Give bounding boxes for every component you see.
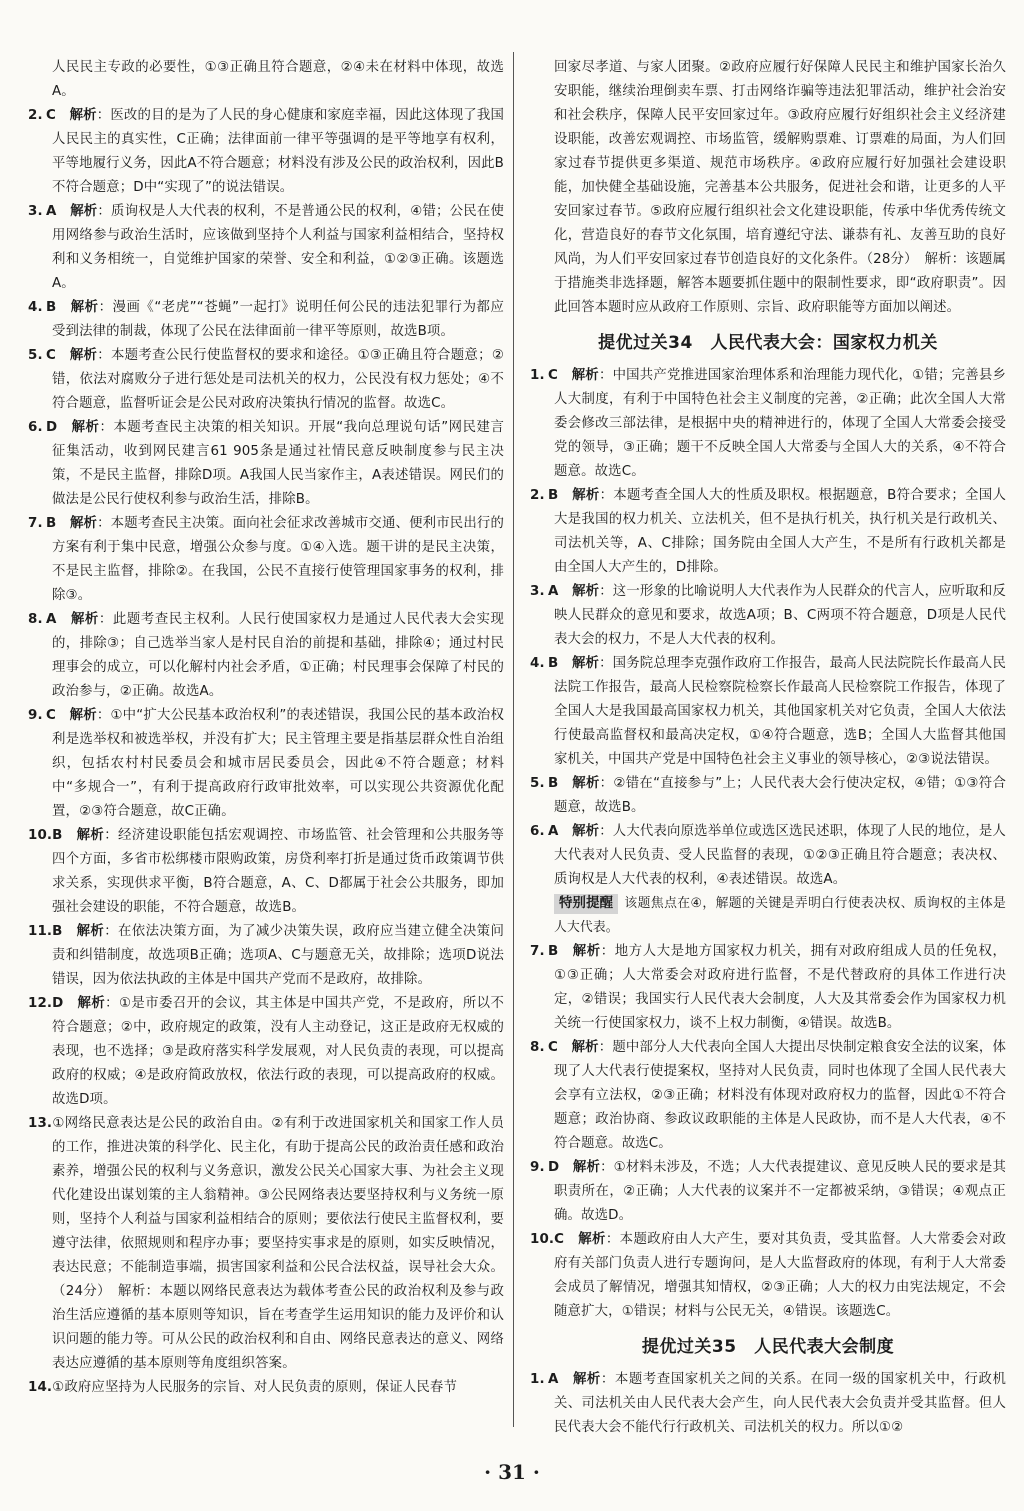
answer-choice: C <box>46 348 56 363</box>
answer-text: 此题考查民主权利。人民行使国家权力是通过人民代表大会实现的，排除③；自己选举当家人是村民自治的前提和基础，排除④；通过村民理事会的成立，可以化解村内社会矛盾，①正确；村民理事会保障了村民的政治参与，②正确。故选A。 <box>52 612 504 699</box>
answer-number: 13. <box>28 1116 53 1131</box>
answer-choice: A <box>46 612 57 627</box>
analysis-label: 解析 <box>76 924 105 939</box>
answer-text: ①网络民意表达是公民的政治自由。②有利于改进国家机关和国家工作人员的工作，推进决策的科学化、民主化，有助于提高公民的政治责任感和政治素养，增强公民的权利与义务意识，激发公民关心国家大事、为社会主义现代化建设出谋划策的主人翁精神。③公民网络表达要坚持权利与义务统一原则，坚持个人利益与国家利益相结合的原则；要依法行使民主监督权利，要遵守法律，依照规则和程序办事；要坚持实事求是的原则，如实反映情况，表达民意；不能制造事端，损害国家利益和公民合法权益，误导社会大众。（24分） 解析：本题以网络民意表达为载体考查公民的政治权利及参与政治生活应遵循的基本原则等知识，旨在考查学生运用知识的能力及评价和认识问题的能力等。可从公民的政治权利和自由、网络民意表达的意义、网络表达应遵循的基本原则等角度组织答案。 <box>52 1116 504 1371</box>
answer-number: 7. <box>28 516 43 531</box>
answer-text: 在依法决策方面，为了减少决策失误，政府应当建立健全决策问责和纠错制度，故选项B正确；选项A、C与题意无关，故排除；选项D说法错误，因为依法执政的主体是中国共产党而不是政府，故排除。 <box>52 924 504 987</box>
answer-number: 1. <box>530 368 545 383</box>
answer-text: 本题考查公民行使监督权的要求和途径。①③正确且符合题意；②错，依法对腐败分子进行惩处是司法机关的权力，公民没有权力惩处；④不符合题意，监督听证会是公民对政府决策执行情况的监督。故选C。 <box>52 348 504 411</box>
special-tip-text: 该题焦点在④，解题的关键是弄明白行使表决权、质询权的主体是人大代表。 <box>554 896 1006 935</box>
analysis-label: 解析 <box>69 708 97 723</box>
answer-item: 11.B 解析：在依法决策方面，为了减少决策失误，政府应当建立健全决策问责和纠错制度，故选项B正确；选项A、C与题意无关，故排除；选项D说法错误，因为依法执政的主体是中国共产党而不是政府，故排除。 <box>28 920 504 992</box>
answer-item: 4. B 解析：国务院总理李克强作政府工作报告，最高人民法院院长作最高人民法院工作报告，最高人民检察院检察长作最高人民检察院工作报告，体现了全国人大是我国最高国家权力机关，其他国家机关对它负责，全国人大依法行使最高监督权和最高决定权，①④符合题意，选B；全国人大监督其他国家机关，中国共产党是中国特色社会主义事业的领导核心，②③说法错误。 <box>530 652 1006 772</box>
answer-text: 本题考查民主决策。面向社会征求改善城市交通、便利市民出行的方案有利于集中民意，增强公众参与度。①④入选。题干讲的是民主决策，不是民主监督，排除②。在我国，公民不直接行使管理国家事务的权利，排除③。 <box>52 516 504 603</box>
answer-text: 人大代表向原选举单位或选区选民述职，体现了人民的地位，是人大代表对人民负责、受人民监督的表现，①②③正确且符合题意；表决权、质询权是人大代表的权利，④表述错误。故选A。 <box>554 824 1006 887</box>
answer-choice: B <box>52 924 63 939</box>
continued-answer: 回家尽孝道、与家人团聚。②政府应履行好保障人民民主和维护国家长治久安职能，继续治理倒卖车票、打击网络诈骗等违法犯罪活动，维护社会治安和社会秩序，保障人民平安回家过年。③政府应履行好组织社会主义经济建设职能，改善宏观调控、市场监管，缓解购票难、订票难的局面，为人们回家过春节提供更多渠道、规范市场秩序。④政府应履行好加强社会建设职能，加快健全基础设施，完善基本公共服务，促进社会和谐，让更多的人平安回家过春节。⑤政府应履行组织社会文化建设职能，传承中华优秀传统文化，营造良好的春节文化氛围，培育遵纪守法、谦恭有礼、友善互助的良好风尚，为人们平安回家过春节创造良好的文化条件。（28分） 解析：该题属于措施类非选择题，解答本题要抓住题中的限制性要求，即“政府职责”。因此回答本题时应从政府工作原则、宗旨、政府职能等方面加以阐述。 <box>554 60 1006 315</box>
answer-item: 12.D 解析：①是市委召开的会议，其主体是中国共产党，不是政府，所以不符合题意；②中，政府规定的政策，没有人主动登记，这正是政府无权威的表现，也不选择；③是政府落实科学发展观，对人民负责的表现，可以提高政府的权威；④是政府简政放权，依法行政的表现，可以提高政府的权威。故选D项。 <box>28 992 504 1112</box>
answer-text: 本题考查民主决策的相关知识。开展“我向总理说句话”网民建言征集活动，收到网民建言61 905条是通过社情民意反映制度参与民主决策，不是民主监督，排除D项。A我国人民当家作主，A表述错误。网民们的做法是公民行使权利参与政治生活，排除B。 <box>52 420 504 507</box>
answer-choice: A <box>548 824 559 839</box>
answer-number: 14. <box>28 1380 53 1395</box>
special-tip <box>530 892 1006 940</box>
answer-choice: D <box>46 420 58 435</box>
answer-choice: B <box>52 828 63 843</box>
answer-text: 漫画《“老虎”“苍蝇”一起打》说明任何公民的违法犯罪行为都应受到法律的制裁，体现了公民在法律面前一律平等原则，故选B项。 <box>52 300 504 339</box>
answer-item: 5. C 解析：本题考查公民行使监督权的要求和途径。①③正确且符合题意；②错，依法对腐败分子进行惩处是司法机关的权力，公民没有权力惩处；④不符合题意，监督听证会是公民对政府决策执行情况的监督。故选C。 <box>28 344 504 416</box>
analysis-label: 解析 <box>69 108 97 123</box>
answer-choice: C <box>548 368 558 383</box>
answer-text: ②错在“直接参与”上；人民代表大会行使决定权，④错；①③符合题意，故选B。 <box>554 776 1007 815</box>
analysis-label: 解析 <box>572 584 600 599</box>
analysis-label: 解析 <box>578 1232 606 1247</box>
answer-item: 2. C 解析：医改的目的是为了人民的身心健康和家庭幸福，因此这体现了我国人民民主的真实性，C正确；法律面前一律平等强调的是平等地享有权利，平等地履行义务，因此A不符合题意；材料没有涉及公民的政治权利，因此B不符合题意；D中“实现了”的说法错误。 <box>28 104 504 200</box>
answer-item: 1. C 解析：中国共产党推进国家治理体系和治理能力现代化，①错；完善县乡人大制度，有利于中国特色社会主义制度的完善，②正确；此次全国人大常委会修改三部法律，是根据中央的精神进行的，体现了全国人大常委会接受党的领导，③正确；题干不反映全国人大常委与全国人大的关系，④不符合题意。故选C。 <box>530 364 1006 484</box>
answer-item: 6. D 解析：本题考查民主决策的相关知识。开展“我向总理说句话”网民建言征集活动，收到网民建言61 905条是通过社情民意反映制度参与民主决策，不是民主监督，排除D项。A我国人民当家作主，A表述错误。网民们的做法是公民行使权利参与政治生活，排除B。 <box>28 416 504 512</box>
answer-item: 1. A 解析：本题考查国家机关之间的关系。在同一级的国家机关中，行政机关、司法机关由人民代表大会产生，向人民代表大会负责并受其监督。但人民代表大会不能代行行政机关、司法机关的权力。所以①② <box>530 1368 1006 1440</box>
answer-text: ①中“扩大公民基本政治权利”的表述错误，我国公民的基本政治权利是选举权和被选举权，并没有扩大；民主管理主要是指基层群众性自治组织，包括农村村民委员会和城市居民委员会，因此④不符合题意；材料中“多规合一”，有利于提高政府行政审批效率，可以实现公共资源优化配置，②③符合题意，故C正确。 <box>52 708 504 819</box>
answer-item: 9. D 解析：①材料未涉及，不选；人大代表提建议、意见反映人民的要求是其职责所在，②正确；人大代表的议案并不一定都被采纳，③错误；④观点正确。故选D。 <box>530 1156 1006 1228</box>
answer-item <box>28 1376 504 1400</box>
analysis-label: 解析 <box>77 996 106 1011</box>
answer-choice: B <box>46 516 57 531</box>
answer-number: 3. <box>28 204 43 219</box>
analysis-label: 解析 <box>71 420 100 435</box>
answer-choice: B <box>548 656 559 671</box>
answer-item: 3. A 解析：质询权是人大代表的权利，不是普通公民的权利，④错；公民在使用网络参与政治生活时，应该做到坚持个人利益与国家利益相结合，坚持权利和义务相统一，自觉维护国家的荣誉、安全和利益，①②③正确。该题选A。 <box>28 200 504 296</box>
answer-number: 6. <box>530 824 545 839</box>
answer-text: 本题考查全国人大的性质及职权。根据题意，B符合要求；全国人大是我国的权力机关、立法机关，但不是执行机关，执行机关是行政机关、司法机关等，A、C排除；国务院由全国人大产生，不是所有行政机关都是由全国人大产生的，D排除。 <box>554 488 1006 575</box>
answer-choice: C <box>554 1232 565 1247</box>
answer-number: 3. <box>530 584 545 599</box>
section-title-34: 提优过关34 人民代表大会：国家权力机关 <box>598 333 938 353</box>
answer-text: 题中部分人大代表向全国人大提出尽快制定粮食安全法的议案，体现了人大代表行使提案权，坚持对人民负责，同时也体现了全国人民代表大会享有立法权，②③正确；材料没有体现对政府权力的监督，因此①不符合题意；政治协商、参政议政职能的主体是人民政协，而不是人大代表，④不符合题意。故选C。 <box>554 1040 1006 1151</box>
answer-item: 10.C 解析：本题政府由人大产生，要对其负责，受其监督。人大常委会对政府有关部门负责人进行专题询问，是人大监督政府的体现，有利于人大常委会成员了解情况，增强其知情权，②③正确；人大的权力由宪法规定，不会随意扩大，①错误；材料与公民无关，④错误。该题选C。 <box>530 1228 1006 1324</box>
analysis-label: 解析 <box>70 612 99 627</box>
answer-choice: A <box>46 204 57 219</box>
answer-text: 地方人大是地方国家权力机关，拥有对政府组成人员的任免权，①③正确；人大常委会对政府进行监督，不是代替政府的具体工作进行决定，②错误；我国实行人民代表大会制度，人大及其常委会作为国家权力机关统一行使国家权力，谈不上权力制衡，④错误。故选B。 <box>554 944 1006 1031</box>
answer-choice: C <box>548 1040 558 1055</box>
section-title-35: 提优过关35 人民代表大会制度 <box>641 1337 895 1357</box>
column-divider <box>513 52 514 1427</box>
answer-text: 这一形象的比喻说明人大代表作为人民群众的代言人，应听取和反映人民群众的意见和要求，故选A项；B、C两项不符合题意，D项是人民代表大会的权力，不是人大代表的权利。 <box>554 584 1006 647</box>
answer-text: 本题政府由人大产生，要对其负责，受其监督。人大常委会对政府有关部门负责人进行专题询问，是人大监督政府的体现，有利于人大常委会成员了解情况，增强其知情权，②③正确；人大的权力由宪法规定，不会随意扩大，①错误；材料与公民无关，④错误。该题选C。 <box>554 1232 1006 1319</box>
answer-number: 7. <box>530 944 545 959</box>
special-tip-label: 特别提醒 <box>554 894 618 914</box>
analysis-label: 解析 <box>572 824 600 839</box>
answer-text: ①是市委召开的会议，其主体是中国共产党，不是政府，所以不符合题意；②中，政府规定的政策，没有人主动登记，这正是政府无权威的表现，也不选择；③是政府落实科学发展观，对人民负责的表现，可以提高政府的权威；④是政府简政放权，依法行政的表现，可以提高政府的权威。故选D项。 <box>52 996 504 1107</box>
analysis-label: 解析 <box>572 488 600 503</box>
answer-number: 9. <box>28 708 43 723</box>
left-column <box>28 56 504 1400</box>
page-number: · 31 · <box>484 1460 540 1484</box>
answer-item: 4. B 解析：漫画《“老虎”“苍蝇”一起打》说明任何公民的违法犯罪行为都应受到法律的制裁，体现了公民在法律面前一律平等原则，故选B项。 <box>28 296 504 344</box>
answer-text: 中国共产党推进国家治理体系和治理能力现代化，①错；完善县乡人大制度，有利于中国特色社会主义制度的完善，②正确；此次全国人大常委会修改三部法律，是根据中央的精神进行的，体现了全国人大常委会接受党的领导，③正确；题干不反映全国人大常委与全国人大的关系，④不符合题意。故选C。 <box>554 368 1006 479</box>
section-34-answer-list-continued <box>530 940 1006 1324</box>
section-34-answer-list <box>530 364 1006 892</box>
answer-choice: A <box>548 584 559 599</box>
answer-item: 10.B 解析：经济建设职能包括宏观调控、市场监管、社会管理和公共服务等四个方面，多省市松绑楼市限购政策，房贷利率打折是通过货币政策调节供求关系，实现供求平衡，B符合题意，A、C、D都属于社会公共服务，即加强社会建设的职能，不符合题意，故选B。 <box>28 824 504 920</box>
answer-choice: D <box>548 1160 560 1175</box>
answer-text: 本题考查国家机关之间的关系。在同一级的国家机关中，行政机关、司法机关由人民代表大会产生，向人民代表大会负责并受其监督。但人民代表大会不能代行行政机关、司法机关的权力。所以①② <box>554 1372 1006 1435</box>
answer-choice: A <box>548 1372 559 1387</box>
section-35-answer-list <box>530 1368 1006 1440</box>
analysis-label: 解析 <box>70 204 98 219</box>
answer-number: 8. <box>530 1040 545 1055</box>
answer-number: 9. <box>530 1160 545 1175</box>
answer-number: 4. <box>530 656 545 671</box>
analysis-label: 解析 <box>571 1040 599 1055</box>
answer-item: 8. C 解析：题中部分人大代表向全国人大提出尽快制定粮食安全法的议案，体现了人大代表行使提案权，坚持对人民负责，同时也体现了全国人民代表大会享有立法权，②③正确；材料没有体现对政府权力的监督，因此①不符合题意；政治协商、参政议政职能的主体是人民政协，而不是人大代表，④不符合题意。故选C。 <box>530 1036 1006 1156</box>
answer-item: 9. C 解析：①中“扩大公民基本政治权利”的表述错误，我国公民的基本政治权利是选举权和被选举权，并没有扩大；民主管理主要是指基层群众性自治组织，包括农村村民委员会和城市居民委员会，因此④不符合题意；材料中“多规合一”，有利于提高政府行政审批效率，可以实现公共资源优化配置，②③符合题意，故C正确。 <box>28 704 504 824</box>
answer-choice: B <box>46 300 57 315</box>
answer-number: 12. <box>28 996 53 1011</box>
answer-text: 质询权是人大代表的权利，不是普通公民的权利，④错；公民在使用网络参与政治生活时，应该做到坚持个人利益与国家利益相结合，坚持权利和义务相统一，自觉维护国家的荣誉、安全和利益，①②③正确。该题选A。 <box>52 204 504 291</box>
answer-number: 8. <box>28 612 43 627</box>
analysis-label: 解析 <box>571 656 600 671</box>
continued-answer: 人民民主专政的必要性，①③正确且符合题意，②④未在材料中体现，故选A。 <box>52 60 504 99</box>
answer-number: 5. <box>28 348 43 363</box>
answer-item: 7. B 解析：地方人大是地方国家权力机关，拥有对政府组成人员的任免权，①③正确；人大常委会对政府进行监督，不是代替政府的具体工作进行决定，②错误；我国实行人民代表大会制度，人大及其常委会作为国家权力机关统一行使国家权力，谈不上权力制衡，④错误。故选B。 <box>530 940 1006 1036</box>
answer-choice: C <box>46 108 56 123</box>
answer-number: 1. <box>530 1372 545 1387</box>
answer-item: 5. B 解析：②错在“直接参与”上；人民代表大会行使决定权，④错；①③符合题意，故选B。 <box>530 772 1006 820</box>
answer-text: 医改的目的是为了人民的身心健康和家庭幸福，因此这体现了我国人民民主的真实性，C正确；法律面前一律平等强调的是平等地享有权利，平等地履行义务，因此A不符合题意；材料没有涉及公民的政治权利，因此B不符合题意；D中“实现了”的说法错误。 <box>52 108 504 195</box>
answer-number: 5. <box>530 776 545 791</box>
answer-text: 经济建设职能包括宏观调控、市场监管、社会管理和公共服务等四个方面，多省市松绑楼市限购政策，房贷利率打折是通过货币政策调节供求关系，实现供求平衡，B符合题意，A、C、D都属于社会公共服务，即加强社会建设的职能，不符合题意，故选B。 <box>52 828 504 915</box>
answer-choice: C <box>46 708 56 723</box>
answer-number: 4. <box>28 300 43 315</box>
answer-item <box>28 1112 504 1376</box>
answer-item: 2. B 解析：本题考查全国人大的性质及职权。根据题意，B符合要求；全国人大是我国的权力机关、立法机关，但不是执行机关，执行机关是行政机关、司法机关等，A、C排除；国务院由全国人大产生，不是所有行政机关都是由全国人大产生的，D排除。 <box>530 484 1006 580</box>
left-answer-list <box>28 104 504 1400</box>
answer-text: 国务院总理李克强作政府工作报告，最高人民法院院长作最高人民法院工作报告，最高人民检察院检察长作最高人民检察院工作报告，体现了全国人大是我国最高国家权力机关，其他国家机关对它负责，全国人大依法行使最高监督权和最高决定权，①④符合题意，选B；全国人大监督其他国家机关，中国共产党是中国特色社会主义事业的领导核心，②③说法错误。 <box>554 656 1006 767</box>
right-column <box>530 56 1006 1440</box>
analysis-label: 解析 <box>69 516 98 531</box>
analysis-label: 解析 <box>76 828 105 843</box>
answer-number: 11. <box>28 924 53 939</box>
answer-number: 6. <box>28 420 43 435</box>
answer-item: 3. A 解析：这一形象的比喻说明人大代表作为人民群众的代言人，应听取和反映人民群众的意见和要求，故选A项；B、C两项不符合题意，D项是人民代表大会的权力，不是人大代表的权利。 <box>530 580 1006 652</box>
analysis-label: 解析 <box>572 776 600 791</box>
analysis-label: 解析 <box>69 348 98 363</box>
answer-text: ①政府应坚持为人民服务的宗旨、对人民负责的原则，保证人民春节 <box>52 1380 458 1395</box>
analysis-label: 解析 <box>572 1160 601 1175</box>
answer-choice: B <box>548 776 559 791</box>
answer-choice: D <box>52 996 64 1011</box>
answer-number: 2. <box>28 108 43 123</box>
answer-choice: B <box>548 488 559 503</box>
analysis-label: 解析 <box>571 368 599 383</box>
analysis-label: 解析 <box>572 1372 601 1387</box>
answer-item: 8. A 解析：此题考查民主权利。人民行使国家权力是通过人民代表大会实现的，排除③；自己选举当家人是村民自治的前提和基础，排除④；通过村民理事会的成立，可以化解村内社会矛盾，①正确；村民理事会保障了村民的政治参与，②正确。故选A。 <box>28 608 504 704</box>
answer-number: 2. <box>530 488 545 503</box>
answer-text: ①材料未涉及，不选；人大代表提建议、意见反映人民的要求是其职责所在，②正确；人大代表的议案并不一定都被采纳，③错误；④观点正确。故选D。 <box>554 1160 1007 1223</box>
answer-number: 10. <box>28 828 53 843</box>
analysis-label: 解析 <box>70 300 99 315</box>
analysis-label: 解析 <box>572 944 601 959</box>
answer-item: 6. A 解析：人大代表向原选举单位或选区选民述职，体现了人民的地位，是人大代表对人民负责、受人民监督的表现，①②③正确且符合题意；表决权、质询权是人大代表的权利，④表述错误。故选A。 <box>530 820 1006 892</box>
answer-item: 7. B 解析：本题考查民主决策。面向社会征求改善城市交通、便利市民出行的方案有利于集中民意，增强公众参与度。①④入选。题干讲的是民主决策，不是民主监督，排除②。在我国，公民不直接行使管理国家事务的权利，排除③。 <box>28 512 504 608</box>
answer-number: 10. <box>530 1232 555 1247</box>
answer-choice: B <box>548 944 559 959</box>
